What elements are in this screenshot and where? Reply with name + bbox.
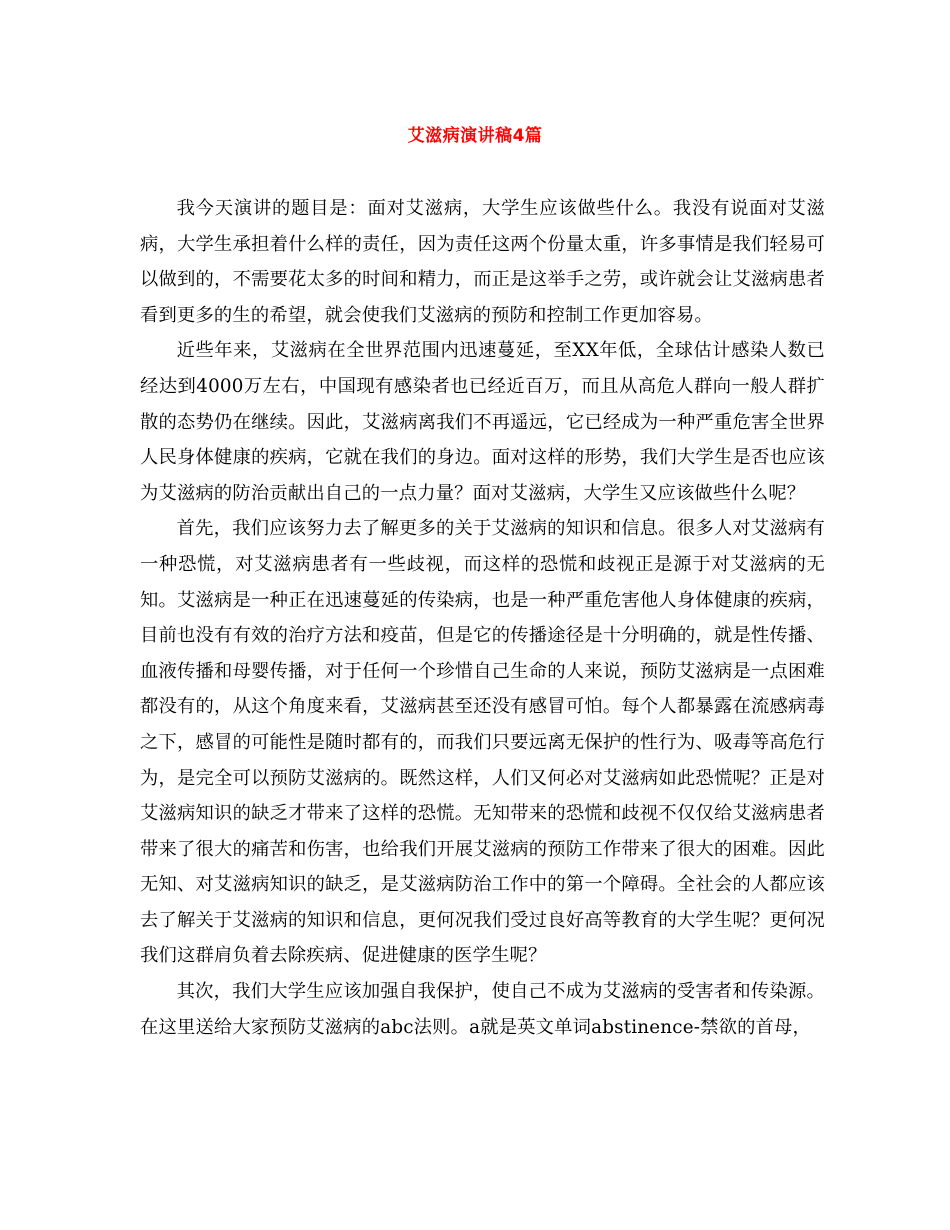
paragraph-4: 其次，我们大学生应该加强自我保护，使自己不成为艾滋病的受害者和传染源。在这里送给大家预防艾滋病的abc法则。a就是英文单词abstinence-禁欲的首母， (140, 981, 825, 1038)
paragraph-1: 我今天演讲的题目是：面对艾滋病，大学生应该做些什么。我没有说面对艾滋病，大学生承担着什么样的责任，因为责任这两个份量太重，许多事情是我们轻易可以做到的，不需要花太多的时间和精力，而正是这举手之劳，或许就会让艾滋病患者看到更多的生的希望，就会使我们艾滋病的预防和控制工作更加容易。 (140, 198, 825, 326)
paragraph-2: 近些年来，艾滋病在全世界范围内迅速蔓延，至XX年低，全球估计感染人数已经达到4000万左右，中国现有感染者也已经近百万，而且从高危人群向一般人群扩散的态势仍在继续。因此，艾滋病离我们不再遥远，它已经成为一种严重危害全世界人民身体健康的疾病，它就在我们的身边。面对这样的形势，我们大学生是否也应该为艾滋病的防治贡献出自己的一点力量？面对艾滋病，大学生又应该做些什么呢？ (140, 340, 825, 504)
paragraph-3: 首先，我们应该努力去了解更多的关于艾滋病的知识和信息。很多人对艾滋病有一种恐慌，对艾滋病患者有一些歧视，而这样的恐慌和歧视正是源于对艾滋病的无知。艾滋病是一种正在迅速蔓延的传染病，也是一种严重危害他人身体健康的疾病，目前也没有有效的治疗方法和疫苗，但是它的传播途径是十分明确的，就是性传播、血液传播和母婴传播，对于任何一个珍惜自己生命的人来说，预防艾滋病是一点困难都没有的，从这个角度来看，艾滋病甚至还没有感冒可怕。每个人都暴露在流感病毒之下，感冒的可能性是随时都有的，而我们只要远离无保护的性行为、吸毒等高危行为，是完全可以预防艾滋病的。既然这样，人们又何必对艾滋病如此恐慌呢？正是对艾滋病知识的缺乏才带来了这样的恐慌。无知带来的恐慌和歧视不仅仅给艾滋病患者带来了很大的痛苦和伤害，也给我们开展艾滋病的预防工作带来了很大的困难。因此无知、对艾滋病知识的缺乏，是艾滋病防治工作中的第一个障碍。全社会的人都应该去了解关于艾滋病的知识和信息，更何况我们受过良好高等教育的大学生呢？更何况我们这群肩负着去除疾病、促进健康的医学生呢？ (140, 518, 825, 967)
document-title: 艾滋病演讲稿4篇 (407, 126, 543, 146)
document-body (140, 191, 825, 1045)
